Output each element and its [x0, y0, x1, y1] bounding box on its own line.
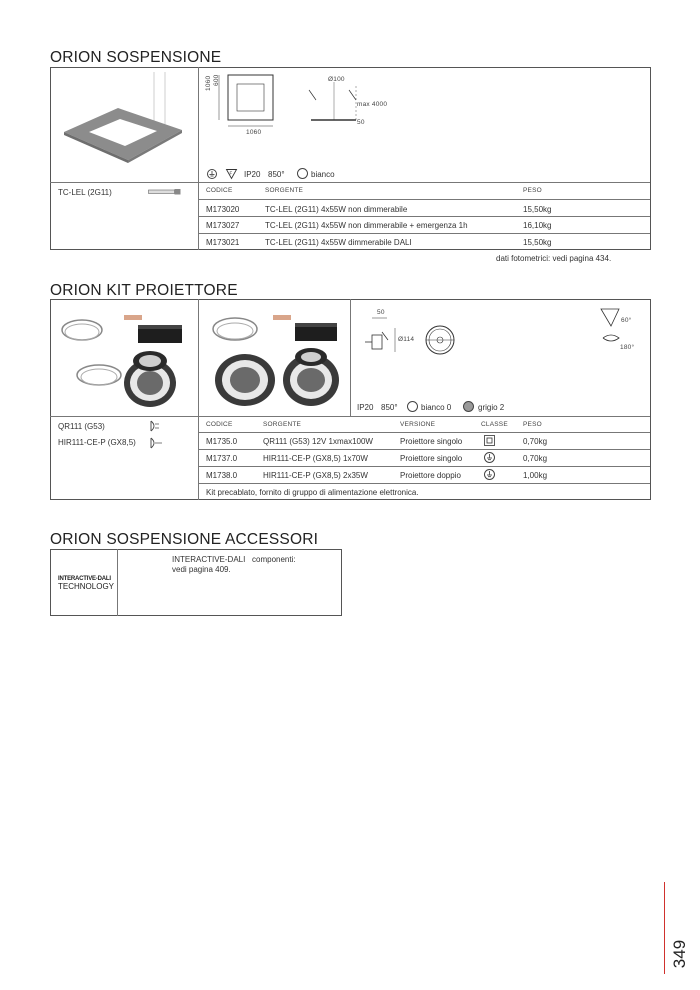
row-sorgente: TC-LEL (2G11) 4x55W non dimmerabile	[265, 205, 408, 214]
section-title-sospensione: ORION SOSPENSIONE	[50, 49, 222, 66]
divider	[50, 182, 650, 183]
tilt-angle: 60°	[621, 317, 632, 324]
dim-width: 1060	[246, 129, 262, 136]
color-label-grey: grigio 2	[478, 403, 505, 412]
class-i-ground-icon	[484, 469, 495, 480]
row-codice: M1735.0	[206, 437, 238, 446]
header-sorgente: SORGENTE	[263, 421, 302, 428]
header-peso: PESO	[523, 421, 542, 428]
row-versione: Proiettore doppio	[400, 471, 461, 480]
row-codice: M1738.0	[206, 471, 238, 480]
divider	[198, 299, 199, 500]
hir111-lamp-icon	[148, 437, 164, 449]
dim-diameter: Ø100	[328, 76, 345, 83]
divider	[198, 432, 650, 433]
accent-line	[664, 882, 665, 974]
divider	[198, 466, 650, 467]
divider	[50, 416, 650, 417]
row-codice: M173020	[206, 205, 240, 214]
logo-text: TECHNOLOGY	[58, 582, 115, 591]
dim-diameter: Ø114	[398, 336, 415, 343]
page-number: 349	[670, 939, 689, 969]
header-versione: VERSIONE	[400, 421, 436, 428]
lamp-type: QR111 (G53)	[58, 422, 105, 431]
section-title-kit: ORION KIT PROIETTORE	[50, 282, 238, 299]
header-codice: CODICE	[206, 187, 233, 194]
row-peso: 0,70kg	[523, 437, 548, 446]
dim-depth: 50	[377, 309, 385, 316]
accessory-label: componenti:	[252, 555, 296, 564]
divider	[198, 233, 650, 234]
color-label-white: bianco 0	[421, 403, 452, 412]
dim-depth: 50	[357, 119, 365, 126]
row-peso: 0,70kg	[523, 454, 548, 463]
class-i-ground-icon	[484, 452, 495, 463]
ip-rating: IP20	[357, 403, 374, 412]
pendant-product-image	[58, 72, 198, 182]
accessory-reference: vedi pagina 409.	[172, 565, 231, 574]
row-versione: Proiettore singolo	[400, 437, 463, 446]
ground-symbol-icon	[207, 169, 217, 179]
row-peso: 15,50kg	[523, 238, 552, 247]
temperature-rating: 850°	[381, 403, 398, 412]
ip-rating: IP20	[244, 170, 261, 179]
lamp-tube-icon	[148, 189, 182, 195]
divider	[198, 483, 650, 484]
qr111-lamp-icon	[148, 420, 162, 432]
color-swatch-white-icon	[407, 401, 418, 412]
kit-double-product-image	[203, 305, 348, 413]
row-versione: Proiettore singolo	[400, 454, 463, 463]
row-sorgente: HIR111-CE-P (GX8,5) 2x35W	[263, 471, 368, 480]
dim-max-length: max 4000	[357, 101, 388, 108]
row-sorgente: TC-LEL (2G11) 4x55W non dimmerabile + emergenza 1h	[265, 221, 468, 230]
row-codice: M173021	[206, 238, 240, 247]
class-ii-icon	[484, 435, 495, 446]
color-label: bianco	[311, 170, 335, 179]
divider	[117, 549, 118, 616]
section-title-accessori: ORION SOSPENSIONE ACCESSORI	[50, 531, 319, 548]
divider	[198, 199, 650, 200]
row-codice: M173027	[206, 221, 240, 230]
dim-height: 1060	[205, 75, 212, 91]
color-swatch-grey-icon	[463, 401, 474, 412]
dim-inner: 600	[213, 74, 220, 86]
tilt-rotation-icon	[600, 308, 625, 348]
divider	[198, 67, 199, 250]
row-peso: 16,10kg	[523, 221, 552, 230]
accessory-name: INTERACTIVE-DALI	[172, 555, 246, 564]
header-codice: CODICE	[206, 421, 233, 428]
header-classe: CLASSE	[481, 421, 508, 428]
row-peso: 1,00kg	[523, 471, 548, 480]
svg-text:F: F	[229, 170, 233, 176]
logo-text: INTERACTIVE-DALI	[58, 576, 111, 582]
divider	[198, 216, 650, 217]
header-peso: PESO	[523, 187, 542, 194]
lamp-type: TC-LEL (2G11)	[58, 188, 112, 197]
rotation-angle: 180°	[620, 344, 635, 351]
lamp-type: HIR111-CE-P (GX8,5)	[58, 438, 136, 447]
temperature-rating: 850°	[268, 170, 285, 179]
f-mark-icon	[226, 169, 237, 179]
color-swatch-white-icon	[297, 168, 308, 179]
divider	[198, 449, 650, 450]
kit-single-product-image	[54, 305, 196, 413]
row-sorgente: QR111 (G53) 12V 1xmax100W	[263, 437, 373, 446]
photometric-note: dati fotometrici: vedi pagina 434.	[496, 254, 612, 263]
header-sorgente: SORGENTE	[265, 187, 304, 194]
row-codice: M1737.0	[206, 454, 238, 463]
row-peso: 15,50kg	[523, 205, 552, 214]
row-sorgente: TC-LEL (2G11) 4x55W dimmerabile DALI	[265, 238, 412, 247]
kit-note: Kit precablato, fornito di gruppo di alimentazione elettronica.	[206, 488, 419, 497]
divider	[350, 299, 351, 416]
row-sorgente: HIR111-CE-P (GX8,5) 1x70W	[263, 454, 368, 463]
